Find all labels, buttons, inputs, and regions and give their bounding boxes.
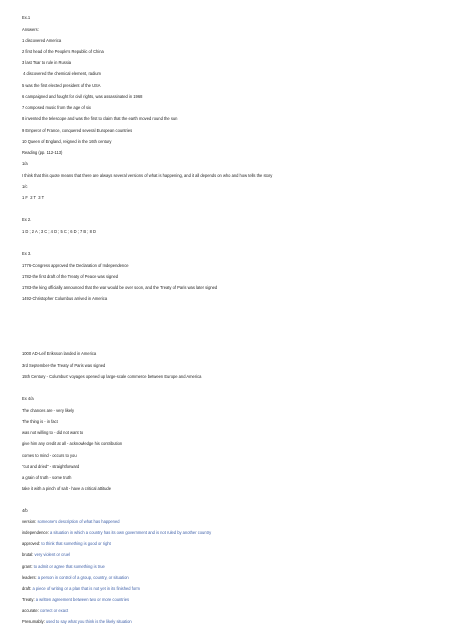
ex4b-heading: 4/b xyxy=(22,508,28,513)
definition-meaning: to admit or agree that something is true xyxy=(33,564,105,569)
definition-meaning: to think that something is good or right xyxy=(41,541,111,546)
ex1-answer: 7 composed music from the age of six xyxy=(22,105,91,110)
definition-meaning: very violent or cruel xyxy=(34,552,71,557)
ex4a-line: The thing is - in fact xyxy=(22,419,58,424)
ex4a-line: was not willing to - did not want to xyxy=(22,430,84,435)
definition-term: Treaty: xyxy=(22,597,35,602)
definition-term: brutal: xyxy=(22,552,34,557)
ex4a-line: comes to mind - occurs to you xyxy=(22,453,77,458)
ex1-answer: 10 Queen of England, reigned in the 16th century xyxy=(22,139,112,144)
definition-meaning: a written agreement between two or more countries xyxy=(35,597,130,602)
definition-row xyxy=(22,619,462,624)
definition-meaning: someone's description of what has happened xyxy=(37,519,120,524)
definition-row xyxy=(22,608,462,613)
ex3-line: 1776-Congress approved the Declaration of Independence xyxy=(22,263,129,268)
ex4a-line: take it with a pinch of salt - have a critical attitude xyxy=(22,486,111,491)
ex4a-line: The chances are - very likely xyxy=(22,408,75,413)
ex1-heading: Ex.1 xyxy=(22,15,31,20)
definition-meaning: a person in control of a group, country, or situation xyxy=(37,575,129,580)
definition-meaning: used to say what you think is the likely situation xyxy=(45,619,132,624)
ex3-line: 1782-the first draft of the Treaty of Peace was signed xyxy=(22,274,119,279)
definition-term: grant: xyxy=(22,564,33,569)
definition-term: draft: xyxy=(22,586,32,591)
ex3-line: 15th Century - Columbus' voyages opened up large-scale commerce between Europe and America xyxy=(22,374,202,379)
definition-meaning: a piece of writing or a plan that is not yet in its finished form xyxy=(32,586,140,591)
ex2-answers: 1 D ; 2 A ; 3 C ; 4 D ; 5 C ; 6 D ; 7 B ; 8 D xyxy=(22,229,96,234)
ex1-answer: 5 was the first elected president of the USA xyxy=(22,83,101,88)
ex3-line: 1492-Christopher Columbus arrived in America xyxy=(22,296,108,301)
definition-row xyxy=(22,597,462,602)
q1a-text: I think that this quote means that there are always several versions of what is happening, and it all depends on who and how tells the story xyxy=(22,173,273,178)
definition-term: approved: xyxy=(22,541,41,546)
ex3-line: 1000 AD-Leif Eriksson landed in America xyxy=(22,351,97,356)
ex1-answer: 9 Emperor of France, conquered several European countries xyxy=(22,128,133,133)
ex1-answer: 3 last Tsar to rule in Russia xyxy=(22,60,72,65)
answers-label: Answers: xyxy=(22,27,39,32)
ex3-line: 1783-the king officially announced that the war would be over soon, and the Treaty of Paris was later signed xyxy=(22,285,218,290)
ex1-answer: 8 invented the telescope and was the first to claim that the earth moved round the sun xyxy=(22,116,178,121)
q1c-text: 1 F 2 T 3 T xyxy=(22,195,45,200)
definition-term: version: xyxy=(22,519,37,524)
ex3-line: 3rd September-the Treaty of Paris was signed xyxy=(22,363,106,368)
q1a-label: 1/a xyxy=(22,161,28,166)
ex1-answer: 6 campaigned and fought for civil rights, was assassinated in 1968 xyxy=(22,94,143,99)
definition-term: leaders: xyxy=(22,575,37,580)
definition-term: accurate: xyxy=(22,608,39,613)
definition-row xyxy=(22,586,462,591)
ex3-heading: Ex 3. xyxy=(22,251,32,256)
definition-row xyxy=(22,530,462,535)
ex2-heading: Ex 2. xyxy=(22,217,32,222)
reading-heading: Reading (pp. 112-113) xyxy=(22,150,63,155)
ex4a-line: a grain of truth - some truth xyxy=(22,475,72,480)
ex1-answer: 4 discovered the chemical element, radium xyxy=(22,71,101,76)
definition-row xyxy=(22,541,462,546)
definition-meaning: a situation in which a country has its own government and is not ruled by another country xyxy=(50,530,212,535)
ex1-answer: 1 discovered America xyxy=(22,38,62,43)
ex4a-line: "cut and dried" - straightforward xyxy=(22,464,80,469)
ex1-answer: 2 first head of the People's Republic of China xyxy=(22,49,104,54)
definition-row xyxy=(22,575,462,580)
definition-meaning: correct or exact xyxy=(39,608,69,613)
ex4a-heading: Ex 4/a xyxy=(22,396,34,401)
definition-row xyxy=(22,564,462,569)
ex4a-line: give him any credit at all - acknowledge his contribution xyxy=(22,441,123,446)
definition-row xyxy=(22,552,462,557)
definition-term: Presumably: xyxy=(22,619,45,624)
definition-row xyxy=(22,519,462,524)
definition-term: independence: xyxy=(22,530,49,535)
q1c-label: 1/c xyxy=(22,184,28,189)
